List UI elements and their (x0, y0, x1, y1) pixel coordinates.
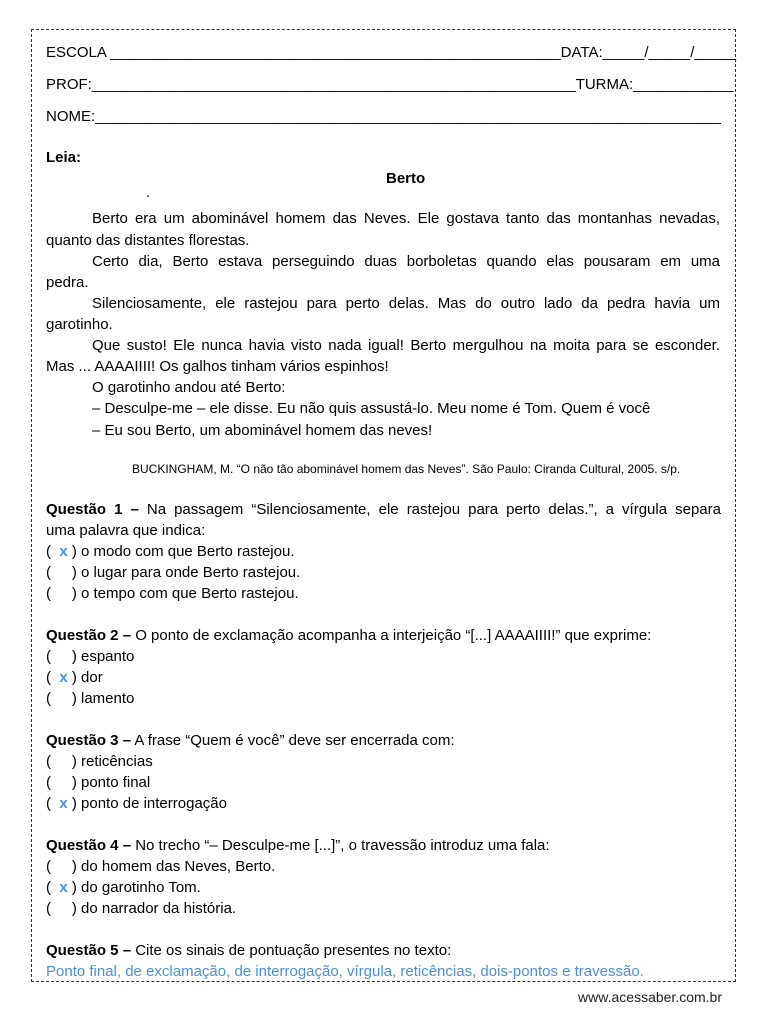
story-line: O garotinho andou até Berto: (92, 379, 286, 396)
question-3-prompt (46, 732, 455, 750)
option-text: reticências (81, 753, 153, 770)
story-line: – Desculpe-me – ele disse. Eu não quis assustá-lo. Meu nome é Tom. Quem é você (92, 400, 651, 417)
question-2-prompt (46, 627, 651, 645)
question-1-prompt (46, 501, 721, 519)
story-title: Berto (386, 170, 426, 187)
option-row: ( x ) dor (46, 669, 103, 686)
option-row: ( x ) do garotinho Tom. (46, 879, 201, 896)
option-text: o lugar para onde Berto rastejou. (81, 564, 301, 581)
option-text: do narrador da história. (81, 900, 237, 917)
story-line: pedra. (46, 274, 89, 291)
story-line: Silenciosamente, ele rastejou para perto delas. Mas do outro lado da pedra havia um (92, 295, 720, 312)
question-5-prompt (46, 942, 451, 960)
option-row: ( x ) ponto de interrogação (46, 795, 227, 812)
option-row: ( ) espanto (46, 648, 135, 665)
school-field: ESCOLA ______________________________________________________DATA:_____/_____/_____ (46, 44, 737, 61)
option-mark[interactable]: x (59, 543, 68, 560)
option-text: do homem das Neves, Berto. (81, 858, 276, 875)
question-4-prompt (46, 837, 550, 855)
citation: BUCKINGHAM, M. “O não tão abominável homem das Neves”. São Paulo: Ciranda Cultural, 2005. s/p. (132, 462, 681, 476)
story-line: Mas ... AAAAIIII! Os galhos tinham vários espinhos! (46, 358, 389, 375)
name-field: NOME:___________________________________________________________________________ (46, 108, 721, 125)
teacher-field: PROF:__________________________________________________________TURMA:____________ (46, 76, 734, 93)
story-line: Berto era um abominável homem das Neves. Ele gostava tanto das montanhas nevadas, (92, 210, 720, 227)
question-2-label: Questão 2 – (46, 627, 132, 644)
story-line: garotinho. (46, 316, 113, 333)
option-row: ( ) do narrador da história. (46, 900, 237, 917)
question-4-text: No trecho “– Desculpe-me [...]”, o travessão introduz uma fala: (131, 837, 550, 854)
option-row: ( ) o lugar para onde Berto rastejou. (46, 564, 301, 581)
question-5-label: Questão 5 – (46, 942, 132, 959)
option-text: ponto de interrogação (81, 795, 227, 812)
option-text: do garotinho Tom. (81, 879, 201, 896)
option-row: ( ) lamento (46, 690, 135, 707)
question-1-label: Questão 1 – (46, 501, 139, 518)
question-1-text: Na passagem “Silenciosamente, ele rastejou para perto delas.”, a vírgula separa (138, 501, 721, 518)
option-text: ponto final (81, 774, 151, 791)
option-text: dor (81, 669, 103, 686)
option-mark[interactable]: x (59, 669, 68, 686)
question-2-text: O ponto de exclamação acompanha a interjeição “[...] AAAAIIII!” que exprime: (131, 627, 652, 644)
option-row: ( ) o tempo com que Berto rastejou. (46, 585, 299, 602)
reading-label: Leia: (46, 149, 82, 166)
option-mark[interactable]: x (59, 795, 68, 812)
option-row: ( ) do homem das Neves, Berto. (46, 858, 276, 875)
story-line: – Eu sou Berto, um abominável homem das neves! (92, 422, 433, 439)
option-text: o tempo com que Berto rastejou. (81, 585, 299, 602)
option-text: lamento (81, 690, 135, 707)
footer-url[interactable]: www.acessaber.com.br (578, 989, 722, 1005)
option-row: ( ) ponto final (46, 774, 151, 791)
question-3-label: Questão 3 – (46, 732, 132, 749)
question-1-text-cont: uma palavra que indica: (46, 522, 206, 539)
question-4-label: Questão 4 – (46, 837, 132, 854)
option-mark[interactable]: x (59, 879, 68, 896)
question-5-text: Cite os sinais de pontuação presentes no texto: (131, 942, 452, 959)
question-3-text: A frase “Quem é você” deve ser encerrada com: (131, 732, 455, 749)
option-row: ( x ) o modo com que Berto rastejou. (46, 543, 295, 560)
story-line: Que susto! Ele nunca havia visto nada igual! Berto mergulhou na moita para se esconder. (92, 337, 720, 354)
story-line: Certo dia, Berto estava perseguindo duas borboletas quando elas pousaram em uma (92, 253, 720, 270)
option-text: espanto (81, 648, 135, 665)
stray-dot: . (146, 184, 151, 201)
option-row: ( ) reticências (46, 753, 153, 770)
question-5-answer[interactable]: Ponto final, de exclamação, de interrogação, vírgula, reticências, dois-pontos e travessão. (46, 963, 644, 980)
story-line: quanto das distantes florestas. (46, 232, 250, 249)
option-text: o modo com que Berto rastejou. (81, 543, 295, 560)
